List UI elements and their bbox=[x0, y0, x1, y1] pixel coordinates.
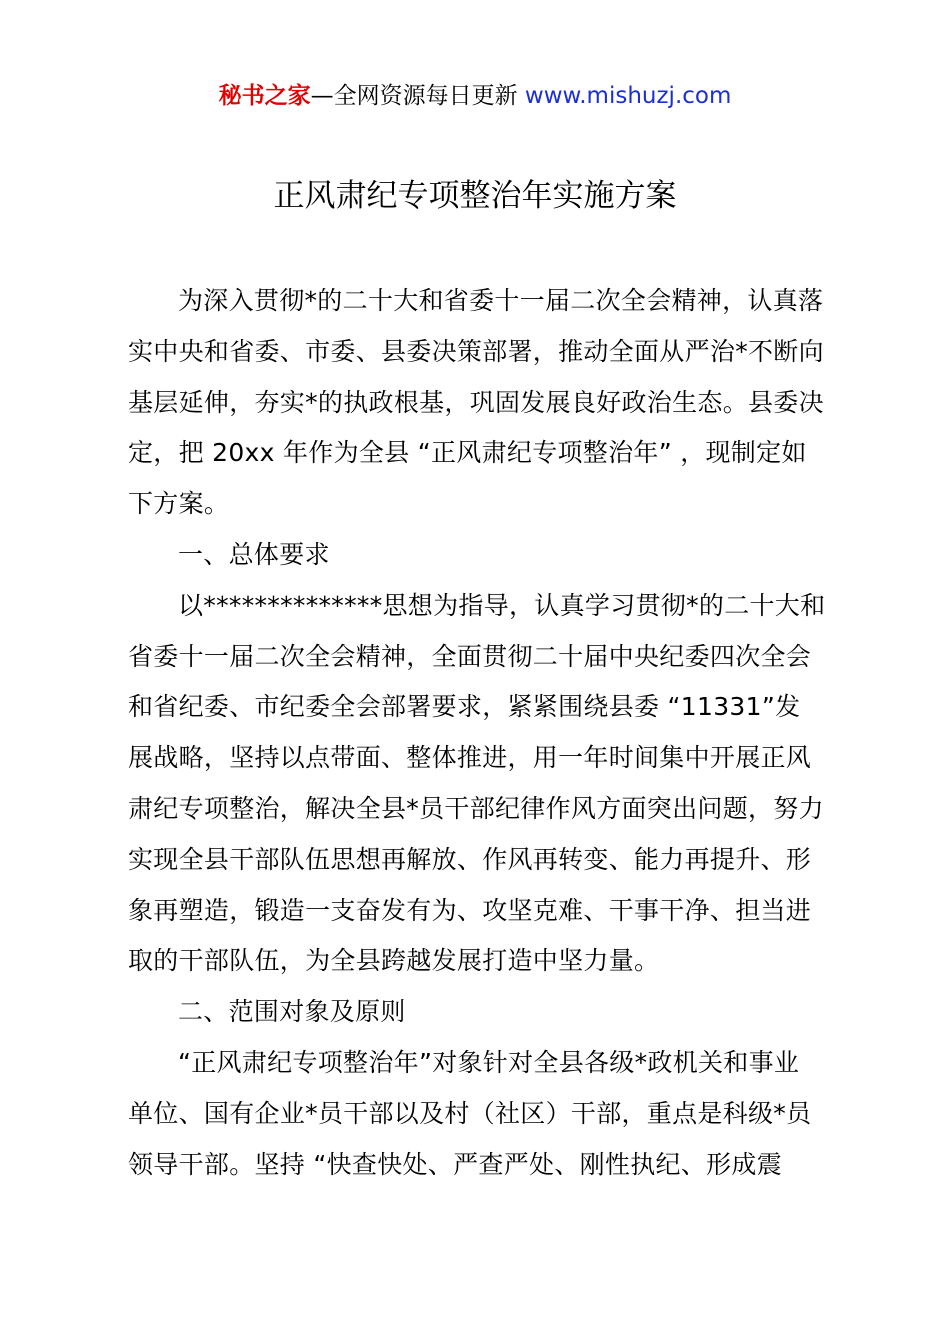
site-url-link[interactable]: www.mishuzj.com bbox=[524, 83, 732, 109]
section-heading-2: 二、范围对象及原则 bbox=[178, 997, 406, 1027]
text-line: 基层延伸，夯实*的执政根基，巩固发展良好政治生态。县委决 bbox=[128, 387, 824, 417]
document-title: 正风肃纪专项整治年实施方案 bbox=[273, 178, 677, 214]
brand-name: 秘书之家 bbox=[218, 83, 311, 109]
text-line: 省委十一届二次全会精神，全面贯彻二十届中央纪委四次全会 bbox=[128, 641, 812, 671]
text-line: 实现全县干部队伍思想再解放、作风再转变、能力再提升、形 bbox=[128, 844, 812, 874]
text-line: 为深入贯彻*的二十大和省委十一届二次全会精神，认真落 bbox=[178, 286, 824, 315]
text-line: 下方案。 bbox=[128, 489, 230, 519]
text-line: 定，把 20xx 年作为全县 “正风肃纪专项整治年” ，现制定如 bbox=[128, 438, 807, 468]
text-line: 和省纪委、市纪委全会部署要求，紧紧围绕县委 “11331”发 bbox=[128, 692, 801, 722]
site-banner bbox=[0, 80, 950, 112]
text-line: 以**************思想为指导，认真学习贯彻*的二十大和 bbox=[178, 590, 826, 620]
banner-tagline: —全网资源每日更新 bbox=[310, 83, 518, 109]
text-line: 实中央和省委、市委、县委决策部署，推动全面从严治*不断向 bbox=[128, 336, 824, 366]
text-line: 单位、国有企业*员干部以及村（社区）干部，重点是科级*员 bbox=[128, 1098, 812, 1128]
document-body bbox=[128, 276, 838, 1190]
text-line: 象再塑造，锻造一支奋发有为、攻坚克难、干事干净、担当进 bbox=[128, 895, 812, 925]
text-line: 展战略，坚持以点带面、整体推进，用一年时间集中开展正风 bbox=[128, 743, 812, 773]
text-line: “正风肃纪专项整治年”对象针对全县各级*政机关和事业 bbox=[178, 1047, 800, 1077]
text-line: 领导干部。坚持 “快查快处、严查严处、刚性执纪、形成震 bbox=[128, 1149, 783, 1179]
text-line: 肃纪专项整治，解决全县*员干部纪律作风方面突出问题，努力 bbox=[128, 793, 824, 823]
section-heading-1: 一、总体要求 bbox=[178, 539, 330, 569]
text-line: 取的干部队伍，为全县跨越发展打造中坚力量。 bbox=[128, 946, 660, 976]
